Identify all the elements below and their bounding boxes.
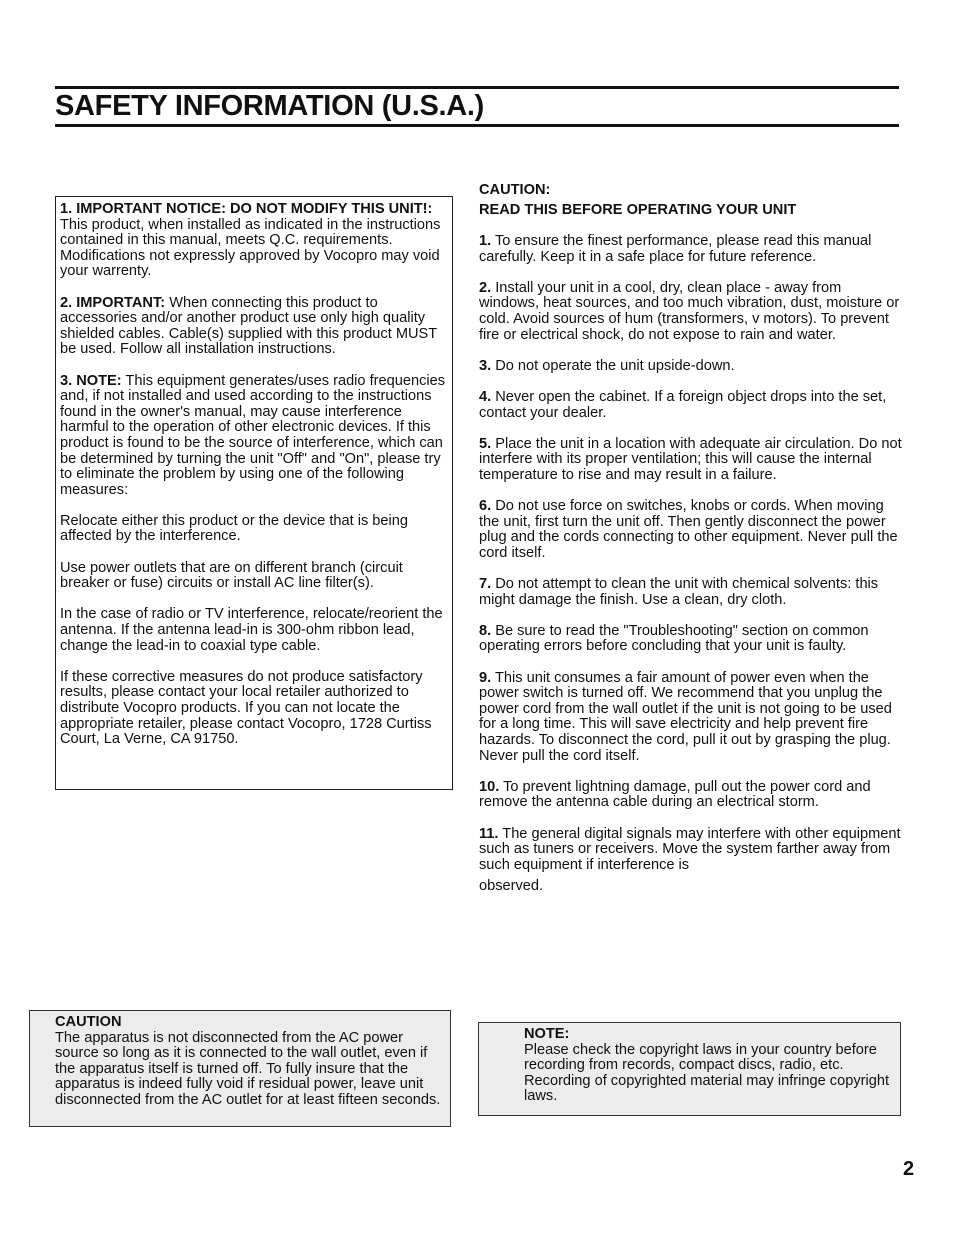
item-number: 7. <box>479 576 492 593</box>
caution-read-section <box>479 180 904 895</box>
note-box-text: Please check the copyright laws in your country before recording from records, compact discs, radio, etc. Recording of copyrighted material may infringe copyright laws. <box>524 1041 890 1105</box>
item-number: 3. <box>479 357 492 374</box>
page-number: 2 <box>903 1158 915 1180</box>
item-text: Never open the cabinet. If a foreign object drops into the set, contact your dealer. <box>479 388 887 421</box>
notice-heading-2: 2. IMPORTANT: <box>60 294 166 311</box>
title-rule-bottom <box>55 124 899 127</box>
caution-item-3 <box>479 359 904 375</box>
page-title: SAFETY INFORMATION (U.S.A.) <box>55 90 485 122</box>
caution-item-11-tail: observed. <box>479 878 544 895</box>
caution-box-heading: CAUTION <box>55 1014 122 1030</box>
item-number: 11. <box>479 825 499 842</box>
notice-paragraph-6: In the case of radio or TV interference, relocate/reorient the antenna. If the antenna lead-in is 300-ohm ribbon lead, change the lead-in to coaxial type cable. <box>60 606 443 654</box>
caution-item-6 <box>479 499 904 561</box>
item-number: 2. <box>479 279 492 296</box>
notice-text-3: This equipment generates/uses radio frequencies and, if not installed and used according to the instructions found in the owner's manual, may cause interference harmful to the operation of other electronic devices. If this product is found to be the source of interference, which can be determined by turning the unit "Off" and "On", please try to eliminate the problem by using one of the following measures: <box>60 372 446 498</box>
caution-item-4 <box>479 390 904 421</box>
item-text: Install your unit in a cool, dry, clean place - away from windows, heat sources, and too much vibration, dust, moisture or cold. Avoid sources of hum (transformers, v motors). To prevent fire or electrical shock, do not expose to rain and water. <box>479 279 900 343</box>
item-text: Place the unit in a location with adequate air circulation. Do not interfere with its proper ventilation; this will cause the internal temperature to rise and may result in a failure. <box>479 435 902 483</box>
notice-paragraph-2 <box>60 296 448 358</box>
notice-text-2: When connecting this product to accessories and/or another product use only high quality shielded cables. Cable(s) supplied with this product MUST be used. Follow all installation instructions. <box>60 294 437 358</box>
important-notice-box <box>55 196 453 790</box>
read-before-heading: READ THIS BEFORE OPERATING YOUR UNIT <box>479 202 797 218</box>
item-text: This unit consumes a fair amount of power even when the power switch is turned off. We recommend that you unplug the power cord from the wall outlet if the unit is not going to be used for a long time. This will save electricity and help prevent fire hazards. To disconnect the cord, pull it out by grasping the plug. Never pull the cord itself. <box>479 669 892 764</box>
ac-power-caution-box <box>29 1010 451 1127</box>
caution-item-8 <box>479 624 904 655</box>
notice-paragraph-4: Relocate either this product or the device that is being affected by the interference. <box>60 512 409 545</box>
caution-heading: CAUTION: <box>479 182 551 198</box>
notice-paragraph-7: If these corrective measures do not produce satisfactory results, please contact your local retailer authorized to distribute Vocopro products. If you can not locate the appropriate retailer, please contact Vocopro, 1728 Curtiss Court, La Verne, CA 91750. <box>60 668 432 748</box>
copyright-note-box <box>478 1022 901 1116</box>
caution-item-1 <box>479 234 904 265</box>
item-text: To prevent lightning damage, pull out the power cord and remove the antenna cable during an electrical storm. <box>479 778 871 811</box>
item-text: The general digital signals may interfere with other equipment such as tuners or receivers. Move the system farther away from such equipment if interference is <box>479 825 901 873</box>
item-number: 6. <box>479 498 492 515</box>
item-text: Do not use force on switches, knobs or cords. When moving the unit, first turn the unit off. Then gently disconnect the power plug and the cords connecting to other equipment. Never pull the cord itself. <box>479 498 898 561</box>
item-text: Be sure to read the "Troubleshooting" section on common operating errors before concluding that your unit is faulty. <box>479 622 869 655</box>
caution-item-9 <box>479 671 904 765</box>
item-number: 9. <box>479 669 492 686</box>
caution-item-11 <box>479 827 904 874</box>
caution-item-10 <box>479 780 904 811</box>
caution-item-7 <box>479 577 904 608</box>
item-number: 8. <box>479 622 492 639</box>
item-text: Do not operate the unit upside-down. <box>491 357 735 374</box>
notice-heading-1: 1. IMPORTANT NOTICE: DO NOT MODIFY THIS UNIT!: <box>60 201 433 217</box>
item-number: 10. <box>479 778 500 795</box>
notice-paragraph-5: Use power outlets that are on different branch (circuit breaker or fuse) circuits or install AC line filter(s). <box>60 559 403 592</box>
notice-text-1: This product, when installed as indicated in the instructions contained in this manual, meets Q.C. requirements. Modifications not expressly approved by Vocopro may void your warrenty. <box>60 216 441 280</box>
notice-heading-3: 3. NOTE: <box>60 372 122 389</box>
item-number: 5. <box>479 435 492 452</box>
item-text: To ensure the finest performance, please read this manual carefully. Keep it in a safe place for future reference. <box>479 233 872 265</box>
note-box-heading: NOTE: <box>524 1026 570 1042</box>
notice-paragraph-1 <box>60 202 448 280</box>
notice-paragraph-3 <box>60 374 448 499</box>
caution-item-5 <box>479 437 904 484</box>
item-number: 4. <box>479 388 492 405</box>
caution-box-text: The apparatus is not disconnected from the AC power source so long as it is connected to the wall outlet, even if the apparatus itself is turned off. To fully insure that the apparatus is indeed fully void if residual power, leave unit disconnected from the AC outlet for at least fifteen seconds. <box>55 1029 441 1108</box>
item-number: 1. <box>479 233 492 249</box>
item-text: Do not attempt to clean the unit with chemical solvents: this might damage the finish. Use a clean, dry cloth. <box>479 576 879 608</box>
caution-item-2 <box>479 281 904 343</box>
